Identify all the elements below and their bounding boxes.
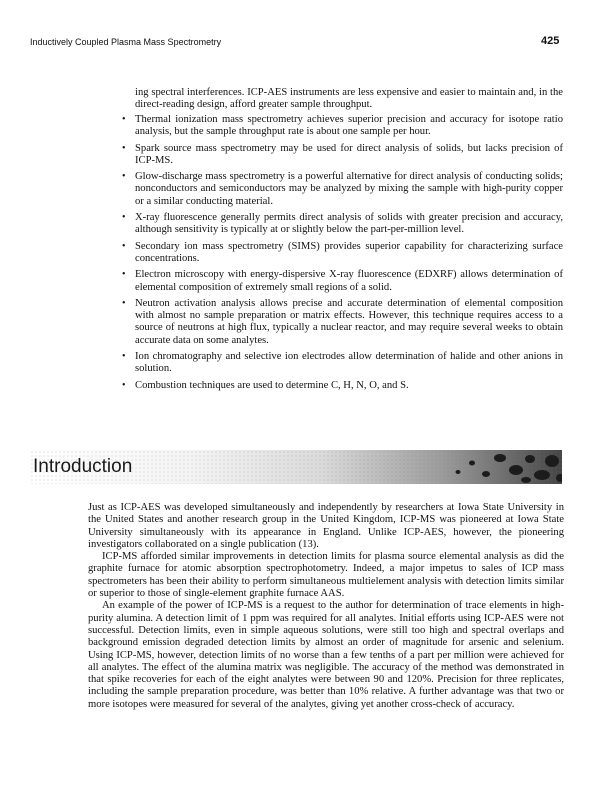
bullet-text: Spark source mass spectrometry may be used for direct analysis of solids, but lacks precision of ICP-MS. xyxy=(135,142,563,166)
bullet-text: Ion chromatography and selective ion electrodes allow determination of halide and other anions in solution. xyxy=(135,351,563,375)
bullet-item xyxy=(121,380,563,392)
running-head-title: Inductively Coupled Plasma Mass Spectrometry xyxy=(30,37,222,47)
bullet-marker-icon: • xyxy=(122,379,126,391)
bullet-item xyxy=(121,171,563,208)
bullet-text: Thermal ionization mass spectrometry achieves superior precision and accuracy for isotope ratio analysis, but the sample throughput rate is about one sample per hour. xyxy=(135,114,563,138)
bullet-list xyxy=(121,114,563,396)
bullet-item xyxy=(121,351,563,376)
section-header-band xyxy=(30,450,562,484)
bullet-marker-icon: • xyxy=(122,114,126,125)
bullet-marker-icon: • xyxy=(122,212,126,224)
bullet-text: Neutron activation analysis allows precise and accurate determination of elemental composition with almost no sample preparation or matrix effects. However, this technique requires access to a source of neutrons at high flux, typically a nuclear reactor, and may require several weeks to obtain accurate data on some analytes. xyxy=(135,297,563,346)
continuation-paragraph: ing spectral interferences. ICP-AES instruments are less expensive and easier to maintain and, in the direct-reading design, afford greater sample throughput. xyxy=(135,87,563,111)
bullet-text: Secondary ion mass spectrometry (SIMS) provides superior capability for characterizing surface concentrations. xyxy=(135,240,563,264)
bullet-marker-icon: • xyxy=(122,142,126,154)
intro-paragraph: Just as ICP-AES was developed simultaneously and independently by researchers at Iowa State University in the United States and another research group in the United Kingdom, ICP-MS was pioneered at Iowa State University simultaneously with its appearance in England. Unlike ICP-AES, however, the pioneering investigators collaborated on a single publication (13). xyxy=(88,502,564,550)
bullet-text: Combustion techniques are used to determine C, H, N, O, and S. xyxy=(135,379,409,391)
bullet-item xyxy=(121,143,563,168)
bullet-marker-icon: • xyxy=(122,171,126,183)
bullet-item xyxy=(121,241,563,266)
bullet-item xyxy=(121,114,563,139)
bullet-item xyxy=(121,269,563,294)
bullet-marker-icon: • xyxy=(122,269,126,281)
introduction-body xyxy=(88,502,564,711)
bullet-text: Electron microscopy with energy-dispersive X-ray fluorescence (EDXRF) allows determination of elemental composition of extremely small regions of a solid. xyxy=(135,269,563,293)
bullet-item xyxy=(121,298,563,347)
bullet-marker-icon: • xyxy=(122,240,126,252)
bullet-text: Glow-discharge mass spectrometry is a powerful alternative for direct analysis of conducting solids; nonconductors and semiconductors may be analyzed by mixing the sample with high-purity copper or a similar conducting material. xyxy=(135,171,563,207)
intro-paragraph: An example of the power of ICP-MS is a request to the author for determination of trace elements in high-purity alumina. A detection limit of 1 ppm was required for all analytes. Initial efforts using ICP-AES were not successful. Detection limits, even in simple aqueous solutions, were still too high and spectral overlaps and background emission degraded detection limits by almost an order of magnitude for arsenic and selenium. Using ICP-MS, however, detection limits of no worse than a few tenths of a part per million were achieved for all analytes. The effect of the alumina matrix was negligible. The accuracy of the method was demonstrated in that spike recoveries for each of the eight analytes were between 90 and 120%. Precision for three replicates, including the sample preparation procedure, was better than 10% relative. A further advantage was that two or more isotopes were measured for several of the analytes, giving yet another cross-check of accuracy. xyxy=(88,600,564,710)
bullet-item xyxy=(121,212,563,237)
bullet-marker-icon: • xyxy=(122,351,126,363)
intro-paragraph: ICP-MS afforded similar improvements in detection limits for plasma source elemental analysis as did the graphite furnace for atomic absorption spectrophotometry. Indeed, a major impetus to sales of ICP mass spectrometers has been their ability to perform simultaneous multielement analysis with detection limits similar or superior to those of single-element graphite furnace AAS. xyxy=(88,551,564,600)
section-title: Introduction xyxy=(33,456,133,477)
bullet-text: X-ray fluorescence generally permits direct analysis of solids with greater precision and accuracy, although sensitivity is typically at or slightly below the part-per-million level. xyxy=(135,212,563,236)
page-number: 425 xyxy=(541,35,560,47)
bullet-marker-icon: • xyxy=(122,297,126,309)
